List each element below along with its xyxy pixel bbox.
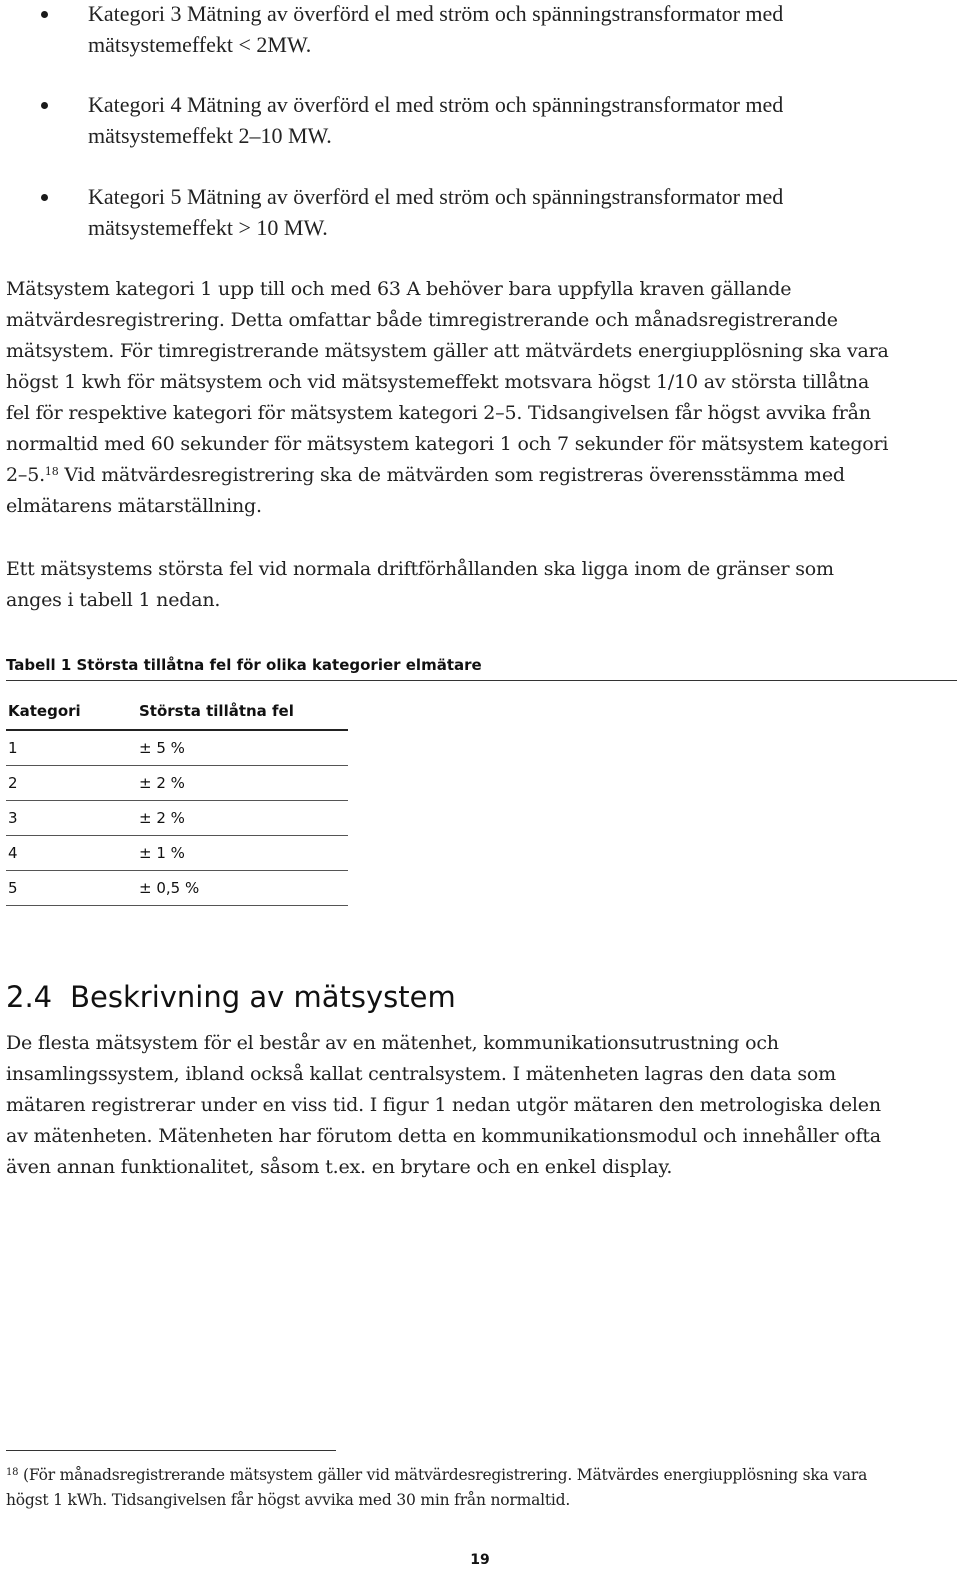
- text-line: 2–5.: [6, 464, 45, 486]
- table-cell: 2: [6, 766, 139, 801]
- text-line: fel för respektive kategori för mätsystem kategori 2–5. Tidsangivelsen får högst avvika från: [6, 402, 871, 424]
- text-line: även annan funktionalitet, såsom t.ex. en brytare och en enkel display.: [6, 1156, 673, 1178]
- text-line: normaltid med 60 sekunder för mätsystem kategori 1 och 7 sekunder för mätsystem kategori: [6, 433, 889, 455]
- table-cell: ± 5 %: [139, 730, 348, 766]
- footnote: [6, 1463, 946, 1513]
- footnote-line: (För månadsregistrerande mätsystem gäller vid mätvärdesregistrering. Mätvärdes energiupplösning ska vara: [18, 1466, 868, 1484]
- bullet-text: [88, 181, 948, 243]
- bullet-icon: [41, 194, 48, 201]
- table-cell: 3: [6, 801, 139, 836]
- table-cell: ± 2 %: [139, 801, 348, 836]
- table-cell: ± 0,5 %: [139, 871, 348, 906]
- table-row: [6, 766, 348, 801]
- text-line: insamlingssystem, ibland också kallat centralsystem. I mätenheten lagras den data som: [6, 1063, 836, 1085]
- text-line: De flesta mätsystem för el består av en mätenhet, kommunikationsutrustning och: [6, 1032, 779, 1054]
- table-row: [6, 871, 348, 906]
- bullet-line: Kategori 3 Mätning av överförd el med ström och spänningstransformator med: [88, 1, 784, 26]
- paragraph-table-intro: [6, 554, 956, 616]
- footnote-line: högst 1 kWh. Tidsangivelsen får högst avvika med 30 min från normaltid.: [6, 1491, 571, 1509]
- text-line: elmätarens mätarställning.: [6, 495, 262, 517]
- bullet-text: [88, 0, 948, 60]
- footnote-reference: 18: [44, 465, 59, 478]
- text-line: Ett mätsystems största fel vid normala driftförhållanden ska ligga inom de gränser som: [6, 558, 834, 580]
- column-header-storsta-fel: Största tillåtna fel: [139, 692, 348, 730]
- footnote-number: 18: [6, 1467, 19, 1478]
- section-heading: [6, 980, 456, 1014]
- text-line: anges i tabell 1 nedan.: [6, 589, 221, 611]
- bullet-line: Kategori 4 Mätning av överförd el med ström och spänningstransformator med: [88, 92, 784, 117]
- bullet-icon: [41, 11, 48, 18]
- text-line: mätsystem. För timregistrerande mätsystem gäller att mätvärdets energiupplösning ska vara: [6, 340, 889, 362]
- table-cell: ± 2 %: [139, 766, 348, 801]
- section-title: Beskrivning av mätsystem: [70, 980, 456, 1014]
- section-number: 2.4: [6, 980, 53, 1014]
- paragraph-measurement-requirements: [6, 274, 956, 522]
- page-number: 19: [470, 1552, 490, 1568]
- table-cell: ± 1 %: [139, 836, 348, 871]
- table-cell: 5: [6, 871, 139, 906]
- table-cell: 1: [6, 730, 139, 766]
- paragraph-system-description: [6, 1028, 956, 1183]
- text-line: mätvärdesregistrering. Detta omfattar både timregistrerande och månadsregistrerande: [6, 309, 838, 331]
- text-line: mätaren registrerar under en viss tid. I figur 1 nedan utgör mätaren den metrologiska delen: [6, 1094, 881, 1116]
- text-line: av mätenheten. Mätenheten har förutom detta en kommunikationsmodul och innehåller ofta: [6, 1125, 881, 1147]
- text-line: Mätsystem kategori 1 upp till och med 63 A behöver bara uppfylla kraven gällande: [6, 278, 792, 300]
- table-row: [6, 836, 348, 871]
- text-line: Vid mätvärdesregistrering ska de mätvärden som registreras överensstämma med: [58, 464, 845, 486]
- table-cell: 4: [6, 836, 139, 871]
- bullet-line: Kategori 5 Mätning av överförd el med ström och spänningstransformator med: [88, 184, 784, 209]
- column-header-kategori: Kategori: [6, 692, 139, 730]
- table-row: [6, 730, 348, 766]
- bullet-icon: [41, 102, 48, 109]
- error-limits-table: [6, 692, 348, 906]
- text-line: högst 1 kwh för mätsystem och vid mätsystemeffekt motsvara högst 1/10 av största tillåtna: [6, 371, 870, 393]
- bullet-text: [88, 89, 948, 151]
- bullet-line: mätsystemeffekt < 2MW.: [88, 32, 312, 57]
- table-caption: Tabell 1 Största tillåtna fel för olika kategorier elmätare: [6, 656, 482, 674]
- table-row: [6, 801, 348, 836]
- caption-divider: [6, 680, 957, 681]
- bullet-line: mätsystemeffekt 2–10 MW.: [88, 123, 332, 148]
- table-header-row: [6, 692, 348, 730]
- bullet-line: mätsystemeffekt > 10 MW.: [88, 215, 328, 240]
- footnote-divider: [6, 1450, 336, 1451]
